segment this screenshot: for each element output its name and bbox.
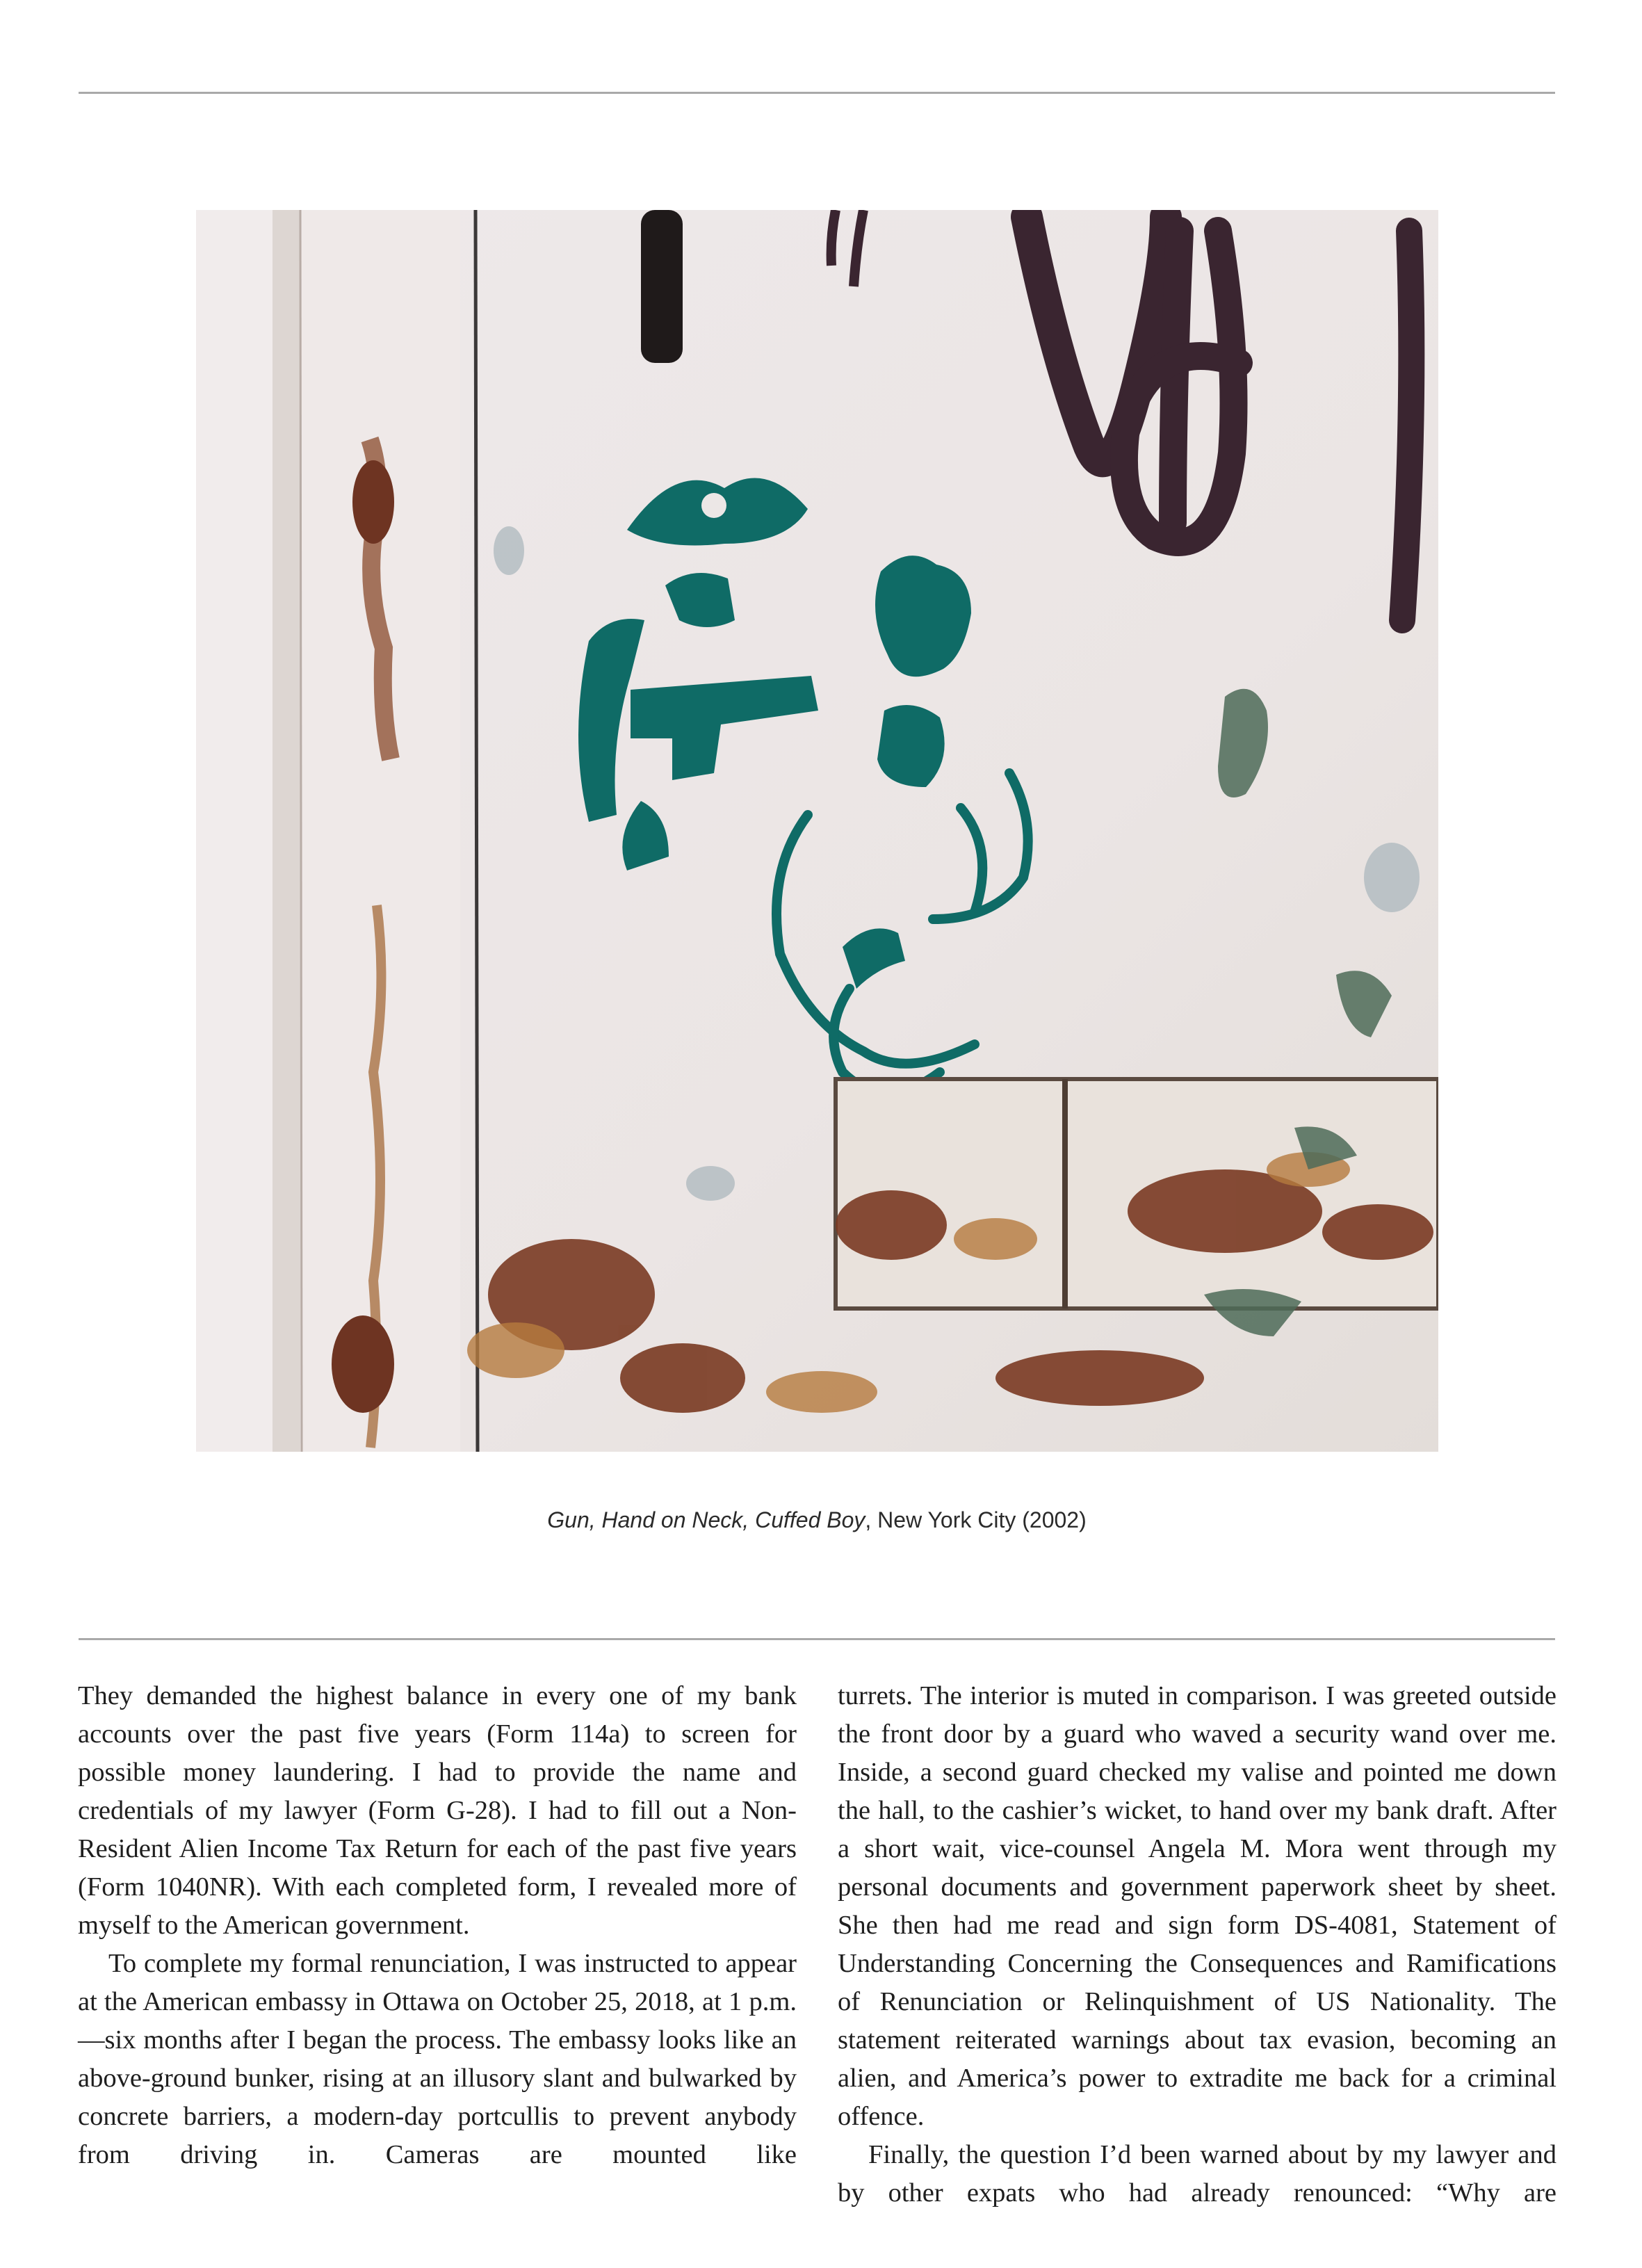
text-column-left <box>78 1677 797 2174</box>
caption-title: Gun, Hand on Neck, Cuffed Boy <box>547 1507 865 1532</box>
figure-caption <box>79 1507 1555 1533</box>
paragraph: They demanded the highest balance in every one of my bank accounts over the past five years (Form 114a) to screen for possible money laundering. I had to provide the name and credentials of my lawyer (Form G-28). I had to fill out a Non-Resident Alien Income Tax Return for each of the past five years (Form 1040NR). With each completed form, I revealed more of myself to the American government. <box>78 1681 797 1940</box>
caption-location-year: , New York City (2002) <box>865 1507 1087 1532</box>
paragraph: turrets. The interior is muted in comparison. I was greeted outside the front door by a guard who waved a security wand over me. Inside, a second guard checked my valise and pointed me down the hall, to the cashier’s wicket, to hand over my bank draft. After a short wait, vice-counsel Angela M. Mora went through my personal documents and government paperwork sheet by sheet. She then had me read and sign form DS-4081, Statement of Understanding Concerning the Consequences and Ramifications of Renunciation or Relinquishment of US Nationality. The statement reiterated warnings about tax evasion, becoming an alien, and America’s power to extradite me back for a criminal offence. <box>838 1681 1556 2131</box>
top-divider <box>79 92 1555 94</box>
paragraph: Finally, the question I’d been warned about by my lawyer and by other expats who had already renounced: “Why are <box>838 2140 1556 2208</box>
paragraph: To complete my formal renunciation, I was instructed to appear at the American embassy in Ottawa on October 25, 2018, at 1 p.m.—six months after I began the process. The embassy looks like an above-ground bunker, rising at an illusory slant and bulwarked by concrete barriers, a modern-day portcullis to prevent anybody from driving in. Cameras are mounted like <box>78 1949 797 2169</box>
photograph-artwork <box>196 210 1438 1452</box>
mid-divider <box>79 1638 1555 1640</box>
stencil-photograph <box>196 210 1438 1452</box>
text-column-right <box>838 1677 1556 2212</box>
